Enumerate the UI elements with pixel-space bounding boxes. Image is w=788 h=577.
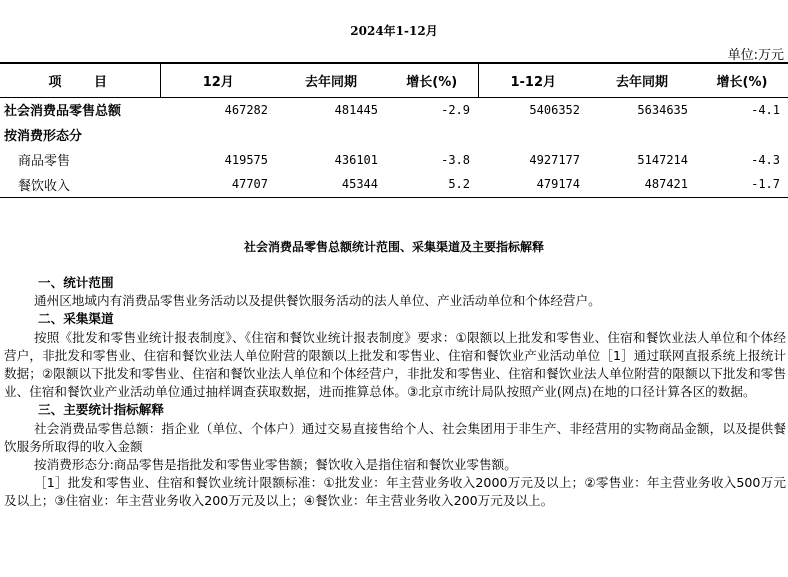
report-period: 2024年1-12月 [350, 24, 438, 38]
cell-december: 419575 [224, 152, 268, 167]
cell-ytd-prev: 5147214 [637, 152, 688, 167]
cell-ytd-growth: -1.7 [696, 172, 788, 197]
table-header-row [0, 63, 788, 97]
cell-december: 47707 [160, 172, 276, 197]
cell-december-growth: -3.8 [441, 152, 470, 167]
cell-ytd-prev: 487421 [588, 172, 696, 197]
notes-title: 社会消费品零售总额统计范围、采集渠道及主要指标解释 [243, 240, 544, 254]
cell-ytd-prev: 5634635 [637, 102, 688, 117]
header-december: 12月 [160, 63, 276, 97]
cell-ytd: 4927177 [529, 152, 580, 167]
table-row [0, 122, 788, 147]
unit-label: 单位:万元 [727, 48, 784, 63]
footnote-text: ［1］批发和零售业、住宿和餐饮业统计限额标准：①批发业：年主营业务收入2000万元及以上；②零售业：年主营业务收入500万元及以上；③住宿业：年主营业务收入200万元及以上；④餐饮业：年主营业务收入200万元及以上。 [4, 475, 786, 509]
section-text: 按照《批发和零售业统计报表制度》、《住宿和餐饮业统计报表制度》要求：①限额以上批发和零售业、住宿和餐饮业法人单位和个体经营户，非批发和零售业、住宿和餐饮业法人单位附营的限额以上批发和零售业、住宿和餐饮业产业活动单位［1］通过联网直报系统上报统计数据；②限额以下批发和零售业、住宿和餐饮业法人单位和个体经营户，非批发和零售业、住宿和餐饮业法人单位附营的限额以下批发和零售业、住宿和餐饮业产业活动单位通过抽样调查获取数据，进而推算总体。③北京市统计局队按照产业(网点)在地的口径计算各区的数据。 [4, 329, 786, 400]
header-item: 项 目 [0, 63, 160, 97]
row-label: 按消费形态分 [4, 129, 83, 144]
section-heading: 三、主要统计指标解释 [38, 402, 164, 418]
header-ytd-prev: 去年同期 [588, 63, 696, 97]
cell-december: 467282 [224, 102, 268, 117]
header-ytd: 1-12月 [478, 63, 588, 97]
table-row [0, 97, 788, 122]
row-label: 餐饮收入 [0, 172, 160, 197]
header-ytd-growth: 增长(%) [696, 63, 788, 97]
cell-december-growth: 5.2 [386, 172, 478, 197]
cell-ytd: 5406352 [529, 102, 580, 117]
notes-section [4, 274, 786, 511]
section-text: 通州区地域内有消费品零售业务活动以及提供餐饮服务活动的法人单位、产业活动单位和个体经营户。 [34, 293, 601, 309]
retail-sales-table [0, 62, 788, 198]
table-row [0, 147, 788, 172]
header-december-prev: 去年同期 [276, 63, 386, 97]
cell-december-prev: 436101 [334, 152, 378, 167]
section-text: 社会消费品零售总额：指企业（单位、个体户）通过交易直接售给个人、社会集团用于非生产、非经营用的实物商品金额，以及提供餐饮服务所取得的收入金额 [4, 420, 786, 454]
cell-ytd-growth: -4.3 [751, 152, 780, 167]
cell-december-prev: 481445 [334, 102, 378, 117]
section-heading: 二、采集渠道 [38, 311, 114, 327]
cell-december-prev: 45344 [276, 172, 386, 197]
cell-december-growth: -2.9 [441, 102, 470, 117]
cell-ytd-growth: -4.1 [751, 102, 780, 117]
row-label: 社会消费品零售总额 [4, 104, 122, 120]
section-text: 按消费形态分:商品零售是指批发和零售业零售额；餐饮收入是指住宿和餐饮业零售额。 [34, 457, 517, 473]
row-label: 商品零售 [18, 154, 71, 169]
table-row [0, 172, 788, 197]
header-december-growth: 增长(%) [386, 63, 478, 97]
section-heading: 一、统计范围 [38, 275, 114, 290]
cell-ytd: 479174 [478, 172, 588, 197]
